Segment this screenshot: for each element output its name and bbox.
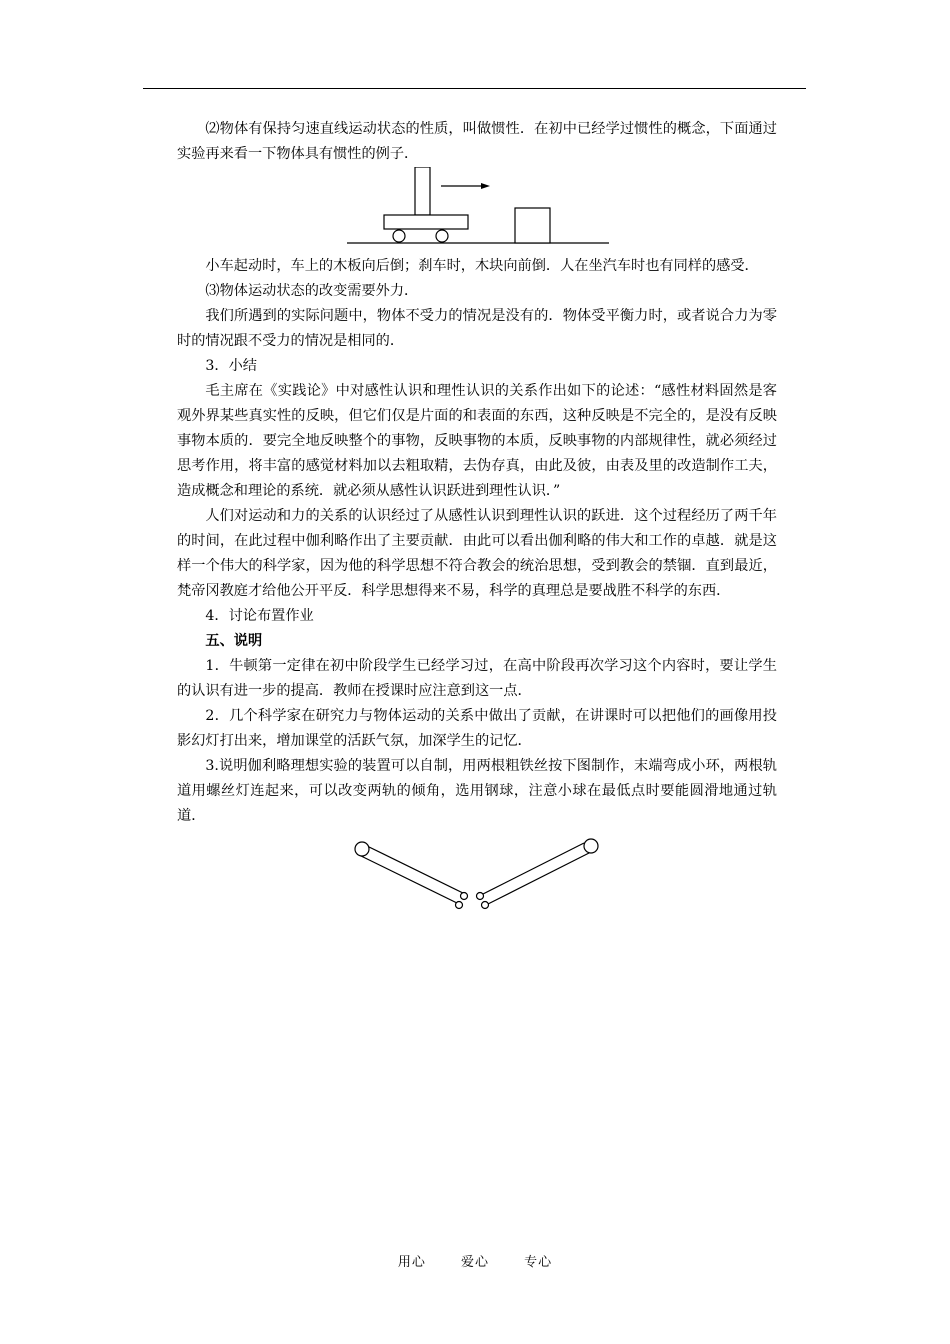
right-track-end-ring xyxy=(584,839,598,853)
note-3: 3.说明伽利略理想实验的装置可以自制，用两根粗铁丝按下图制作，末端弯成小环，两根轨道用螺丝灯连起来，可以改变两轨的倾角，选用钢球，注意小球在最低点时要能圆滑地通过轨道． xyxy=(177,758,777,824)
left-track-lower-wire xyxy=(357,854,459,904)
cart-wheel-right xyxy=(436,230,448,242)
footer-text-1: 用心 xyxy=(397,1255,426,1270)
paragraph-cart-observation: 小车起动时，车上的木板向后倒；刹车时，木块向前倒．人在坐汽车时也有同样的感受． xyxy=(205,258,759,274)
motion-arrow-head xyxy=(481,183,490,189)
document-body xyxy=(177,117,777,915)
cart-wheel-left xyxy=(393,230,405,242)
page-footer xyxy=(0,1251,950,1270)
left-track-inner-ring-lower xyxy=(456,902,463,909)
paragraph-external-force: ⑶物体运动状态的改变需要外力． xyxy=(205,283,419,299)
galileo-track-figure xyxy=(177,835,777,915)
paragraph-galileo: 人们对运动和力的关系的认识经过了从感性认识到理性认识的跃进．这个过程经历了两千年的时间，在此过程中伽利略作出了主要贡献．由此可以看出伽利略的伟大和工作的卓越．就是这样一个伟大的科学家，因为他的科学思想不符合教会的统治思想，受到教会的禁锢．直到最近，梵帝冈教庭才给他公开平反．科学思想得来不易，科学的真理总是要战胜不科学的东西． xyxy=(177,508,777,599)
left-track-inner-ring-upper xyxy=(461,893,468,900)
footer-text-3: 专心 xyxy=(524,1255,553,1270)
heading-summary: 3．小结 xyxy=(205,358,257,374)
heading-homework: 4．讨论布置作业 xyxy=(205,608,314,624)
standing-board xyxy=(415,167,430,215)
right-track-inner-ring-lower xyxy=(482,902,489,909)
left-track-end-ring xyxy=(355,842,369,856)
right-track-inner-ring-upper xyxy=(477,893,484,900)
paragraph-inertia: ⑵物体有保持匀速直线运动状态的性质，叫做惯性．在初中已经学过惯性的概念，下面通过实验再来看一下物体具有惯性的例子． xyxy=(177,121,777,162)
right-track-upper-wire xyxy=(481,843,584,895)
paragraph-balanced-force: 我们所遇到的实际问题中，物体不受力的情况是没有的．物体受平衡力时，或者说合力为零时的情况跟不受力的情况是相同的． xyxy=(177,308,777,349)
right-track-lower-wire xyxy=(488,852,591,904)
heading-notes: 五、说明 xyxy=(205,633,263,649)
footer-text-2: 爱心 xyxy=(460,1255,489,1270)
left-track-upper-wire xyxy=(365,845,467,895)
cart-body xyxy=(384,215,468,229)
cart-inertia-figure xyxy=(177,167,777,254)
note-1: 1．牛顿第一定律在初中阶段学生已经学习过，在高中阶段再次学习这个内容时，要让学生的认识有进一步的提高．教师在授课时应注意到这一点． xyxy=(177,658,777,699)
header-rule xyxy=(143,88,806,89)
note-2: 2．几个科学家在研究力与物体运动的关系中做出了贡献，在讲课时可以把他们的画像用投影幻灯打出来，增加课堂的活跃气氛，加深学生的记忆． xyxy=(177,708,777,749)
paragraph-quote: 毛主席在《实践论》中对感性认识和理性认识的关系作出如下的论述：“感性材料固然是客观外界某些真实性的反映，但它们仅是片面的和表面的东西，这种反映是不完全的，是没有反映事物本质的．要完全地反映整个的事物，反映事物的本质，反映事物的内部规律性，就必须经过思考作用，将丰富的感觉材料加以去粗取精，去伪存真，由此及彼，由表及里的改造制作工夫，造成概念和理论的系统．就必须从感性认识跃进到理性认识．” xyxy=(177,383,777,499)
wood-block xyxy=(515,208,550,243)
